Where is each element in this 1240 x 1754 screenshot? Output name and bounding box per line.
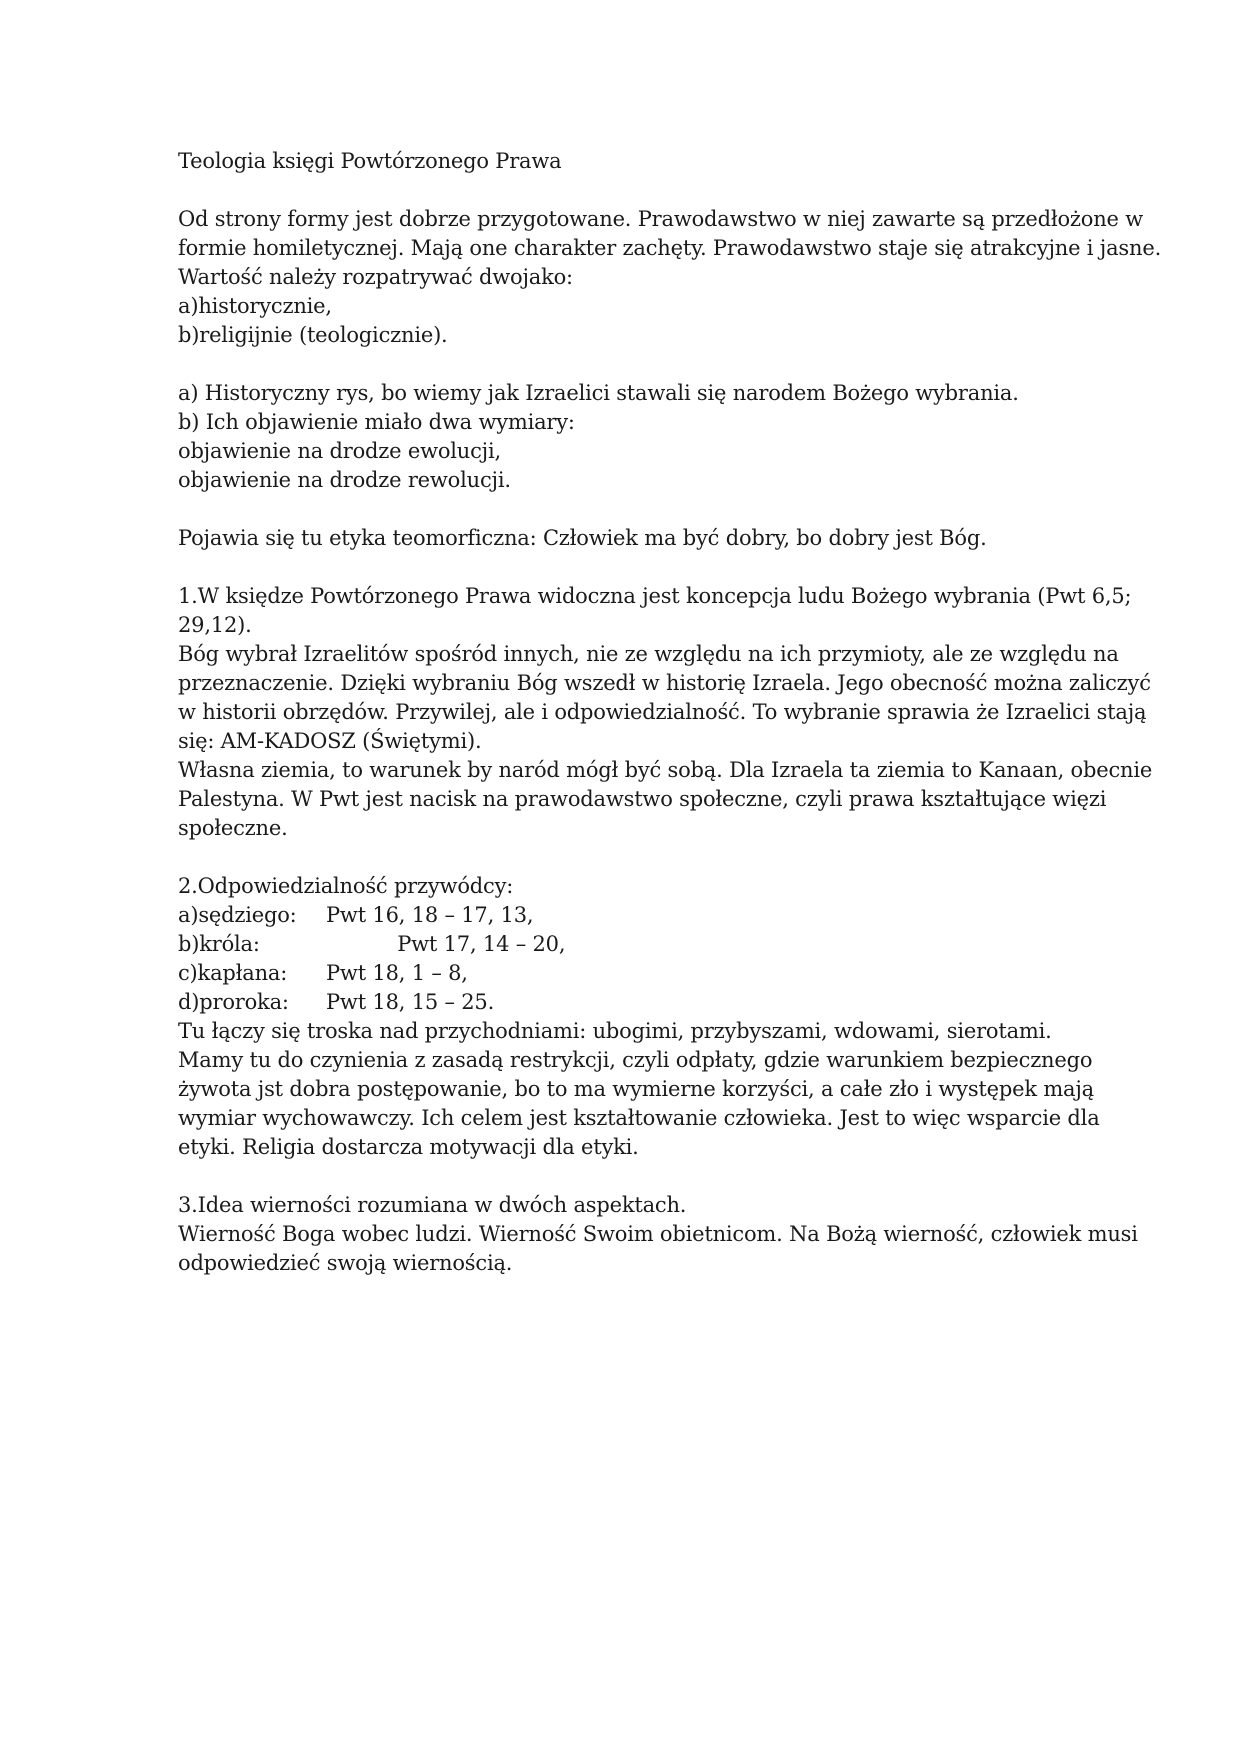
leader-reference: Pwt 18, 15 – 25. (326, 990, 495, 1014)
paragraph-gap (178, 553, 1178, 582)
paragraph-gap (178, 350, 1178, 379)
text-line: odpowiedzieć swoją wiernością. (178, 1251, 513, 1275)
leader-label: d)proroka: (178, 990, 289, 1014)
text-line: Bóg wybrał Izraelitów spośród innych, nie ze względu na ich przymioty, ale ze względu na (178, 642, 1119, 666)
text-line: się: AM-KADOSZ (Świętymi). (178, 729, 482, 753)
paragraph-gap (178, 495, 1178, 524)
text-line: a)historycznie, (178, 294, 332, 318)
leader-reference: Pwt 17, 14 – 20, (326, 932, 566, 956)
text-line: wymiar wychowawczy. Ich celem jest kształtowanie człowieka. Jest to więc wsparcie dla (178, 1106, 1100, 1130)
leader-reference: Pwt 16, 18 – 17, 13, (326, 903, 534, 927)
leader-reference: Pwt 18, 1 – 8, (326, 961, 468, 985)
text-line: 1.W księdze Powtórzonego Prawa widoczna jest koncepcja ludu Bożego wybrania (Pwt 6,5; (178, 584, 1132, 608)
section-heading: 2.Odpowiedzialność przywódcy: (178, 874, 514, 898)
text-line: objawienie na drodze rewolucji. (178, 468, 511, 492)
leader-label: c)kapłana: (178, 961, 288, 985)
text-line: Własna ziemia, to warunek by naród mógł być sobą. Dla Izraela ta ziemia to Kanaan, obecnie (178, 758, 1153, 782)
leader-label: b)króla: (178, 932, 260, 956)
leader-row (178, 901, 1178, 930)
paragraph-faithfulness (178, 1191, 1178, 1278)
text-line: etyki. Religia dostarcza motywacji dla etyki. (178, 1135, 639, 1159)
leader-row (178, 959, 1178, 988)
section-heading: 3.Idea wierności rozumiana w dwóch aspektach. (178, 1193, 687, 1217)
document-body (178, 147, 1178, 1278)
text-line: b)religijnie (teologicznie). (178, 323, 448, 347)
paragraph-chosen-people (178, 582, 1178, 843)
text-line: przeznaczenie. Dzięki wybraniu Bóg wszedł w historię Izraela. Jego obecność można zaliczyć (178, 671, 1151, 695)
text-line: Tu łączy się troska nad przychodniami: ubogimi, przybyszami, wdowami, sierotami. (178, 1019, 1052, 1043)
text-line: społeczne. (178, 816, 288, 840)
leader-label: a)sędziego: (178, 903, 297, 927)
text-line: b) Ich objawienie miało dwa wymiary: (178, 410, 575, 434)
text-line: 29,12). (178, 613, 252, 637)
leaders-list (178, 901, 1178, 1017)
paragraph-revelation (178, 379, 1178, 495)
text-line: objawienie na drodze ewolucji, (178, 439, 501, 463)
leader-row (178, 988, 1178, 1017)
text-line: żywota jst dobra postępowanie, bo to ma wymierne korzyści, a całe zło i występek mają (178, 1077, 1094, 1101)
paragraph-gap (178, 176, 1178, 205)
paragraph-leadership (178, 872, 1178, 1162)
text-line: formie homiletycznej. Mają one charakter zachęty. Prawodawstwo staje się atrakcyjne i jasne. (178, 236, 1162, 260)
leader-row (178, 930, 1178, 959)
text-line: Mamy tu do czynienia z zasadą restrykcji, czyli odpłaty, gdzie warunkiem bezpiecznego (178, 1048, 1093, 1072)
paragraph-gap (178, 1162, 1178, 1191)
paragraph-ethics (178, 524, 1178, 553)
text-line: w historii obrzędów. Przywilej, ale i odpowiedzialność. To wybranie sprawia że Izraelici stają (178, 700, 1147, 724)
text-line: Wierność Boga wobec ludzi. Wierność Swoim obietnicom. Na Bożą wierność, człowiek musi (178, 1222, 1138, 1246)
document-title: Teologia księgi Powtórzonego Prawa (178, 149, 562, 173)
paragraph-gap (178, 843, 1178, 872)
text-line: Wartość należy rozpatrywać dwojako: (178, 265, 573, 289)
text-line: Pojawia się tu etyka teomorficzna: Człowiek ma być dobry, bo dobry jest Bóg. (178, 526, 987, 550)
paragraph-form (178, 205, 1178, 350)
text-line: Od strony formy jest dobrze przygotowane. Prawodawstwo w niej zawarte są przedłożone w (178, 207, 1144, 231)
text-line: Palestyna. W Pwt jest nacisk na prawodawstwo społeczne, czyli prawa kształtujące więzi (178, 787, 1107, 811)
text-line: a) Historyczny rys, bo wiemy jak Izraelici stawali się narodem Bożego wybrania. (178, 381, 1019, 405)
